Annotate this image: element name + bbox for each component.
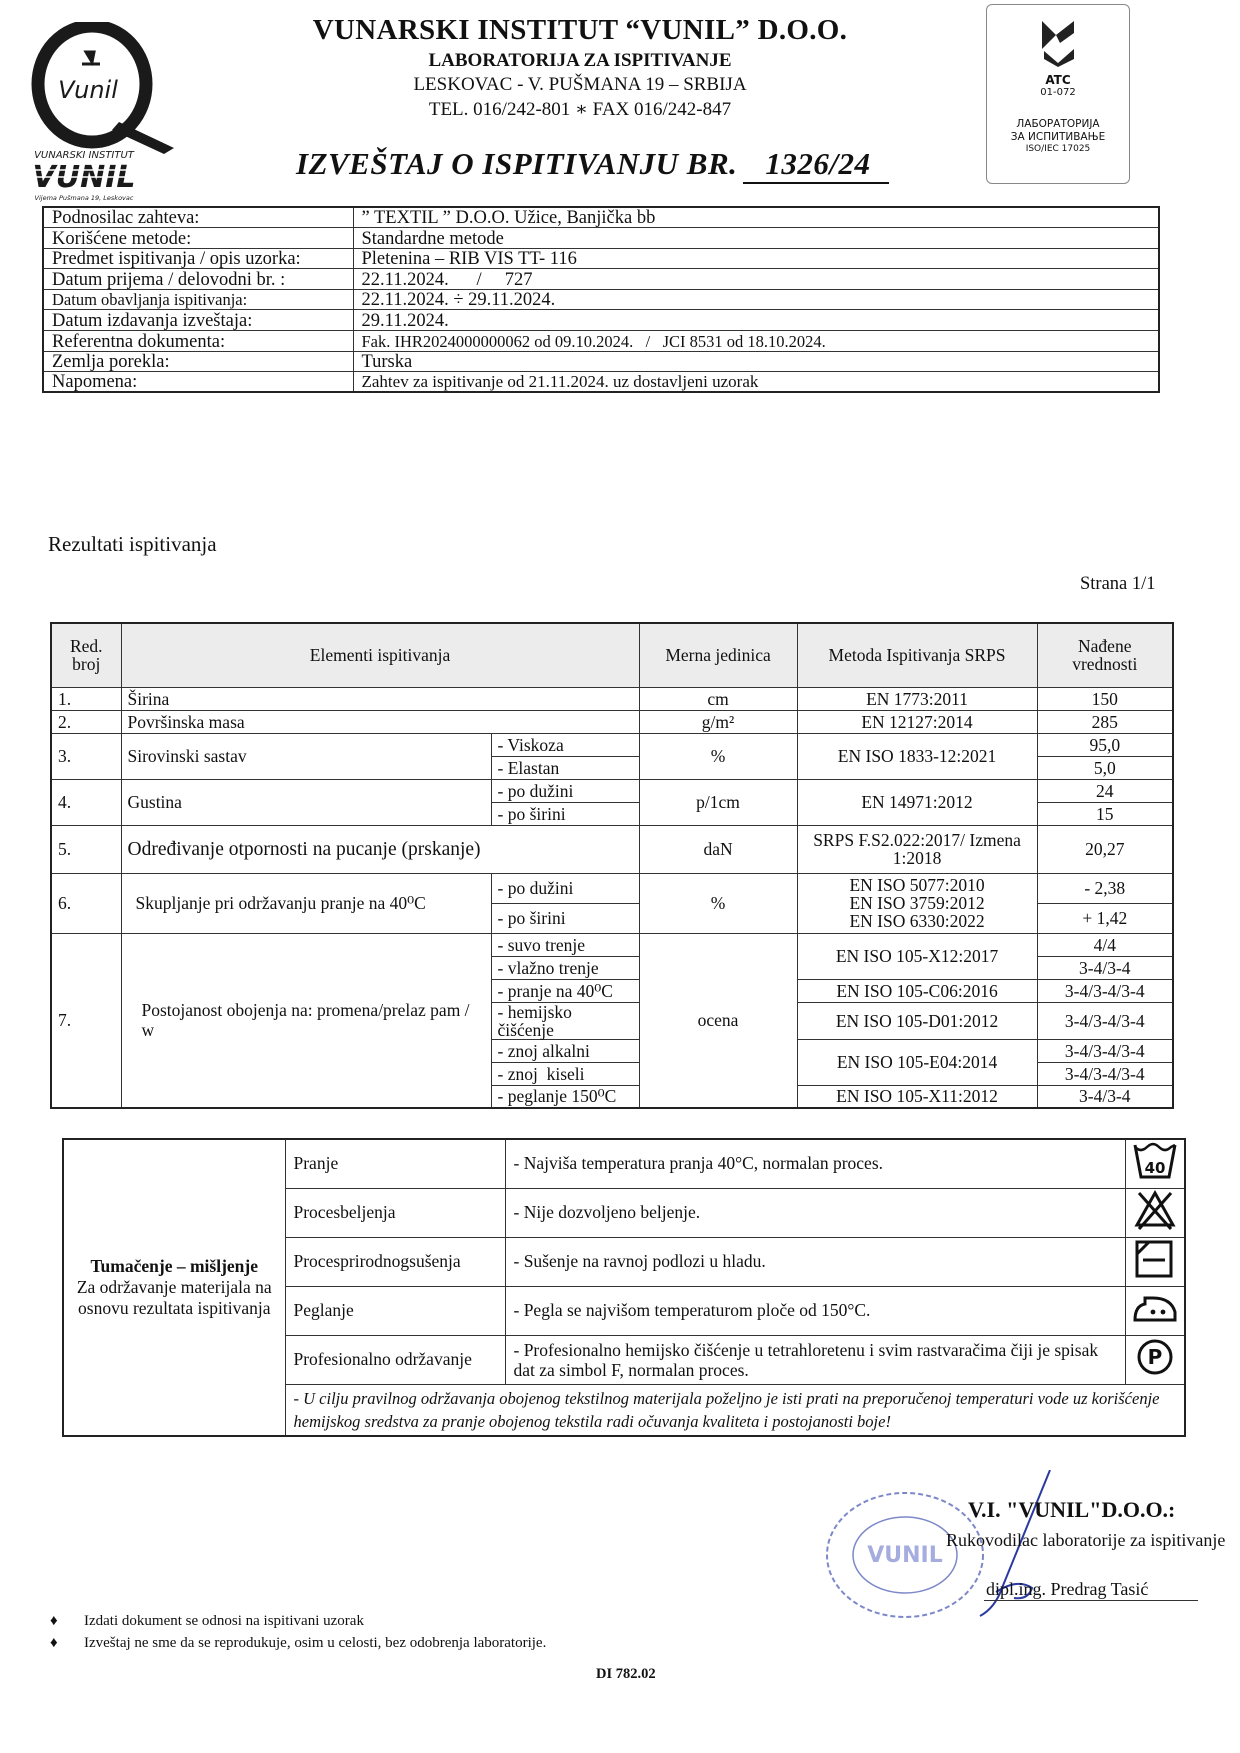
- atc-line2: ЗА ИСПИТИВАЊЕ: [1010, 131, 1106, 143]
- svg-text:Vijema Pušmana 19, Leskovac: Vijema Pušmana 19, Leskovac: [34, 194, 134, 202]
- dry-clean-letter: P: [1147, 1345, 1163, 1369]
- row-value: 15: [1037, 802, 1173, 825]
- iron-medium-icon: [1125, 1286, 1185, 1335]
- row-value: 285: [1037, 710, 1173, 733]
- atc-logo-icon: [1038, 19, 1078, 67]
- institute-logo: [24, 22, 174, 202]
- row-value: 150: [1037, 687, 1173, 710]
- col-header-method: Metoda Ispitivanja SRPS: [797, 623, 1037, 687]
- signature-name: dipl.ing. Predrag Tasić: [986, 1579, 1149, 1599]
- info-label: Referentna dokumenta:: [43, 331, 353, 352]
- row-element: Sirovinski sastav: [121, 733, 491, 779]
- row-subelement: - Viskoza: [491, 733, 639, 756]
- row-no: 7.: [51, 933, 121, 1108]
- bullet-icon: ♦: [50, 1635, 58, 1651]
- table-row: [51, 710, 1173, 733]
- signature-company: V.I. "VUNIL"D.O.O.:: [968, 1497, 1176, 1522]
- row-method: EN ISO 105-D01:2012: [797, 1002, 1037, 1039]
- institute-phones: TEL. 016/242-801 ∗ FAX 016/242-847: [428, 99, 732, 120]
- row-value: 5,0: [1037, 756, 1173, 779]
- footer-notes: [50, 1610, 546, 1654]
- row-no: 3.: [51, 733, 121, 779]
- row-method: EN ISO 105-C06:2016: [797, 979, 1037, 1002]
- row-unit: %: [639, 873, 797, 933]
- footer-note-text: Izdati dokument se odnosi na ispitivani uzorak: [84, 1613, 364, 1629]
- institute-address: LESKOVAC - V. PUŠMANA 19 – SRBIJA: [413, 74, 747, 95]
- footer-note-text: Izveštaj ne sme da se reprodukuje, osim u celosti, bez odobrenja laboratorije.: [84, 1635, 547, 1651]
- lab-name: LABORATORIJA ZA ISPITIVANJE: [428, 50, 732, 71]
- care-note: - U cilju pravilnog održavanja obojenog tekstilnog materijala poželjno je isti prati na preporučenoj temperaturi vode uz korišćenje hemijskog sredstva za pranje obojenog tekstila radi očuvanja kvaliteta i postojanosti boje!: [285, 1384, 1185, 1436]
- row-subelement: - znoj kiseli: [491, 1062, 639, 1085]
- info-value: Turska: [353, 351, 1159, 372]
- row-element: Širina: [121, 687, 639, 710]
- svg-text:VUNIL: VUNIL: [32, 160, 136, 195]
- row-subelement: - vlažno trenje: [491, 956, 639, 979]
- row-unit: ocena: [639, 933, 797, 1108]
- accreditation-badge: [986, 4, 1130, 184]
- care-label: Pranje: [285, 1139, 505, 1188]
- row-value: + 1,42: [1037, 903, 1173, 933]
- atc-iso: ISO/IEC 17025: [1025, 144, 1091, 154]
- svg-text:Vunil: Vunil: [58, 76, 118, 104]
- row-element: Površinska masa: [121, 710, 639, 733]
- institute-name: VUNARSKI INSTITUT “VUNIL” D.O.O.: [312, 14, 848, 46]
- row-unit: p/1cm: [639, 779, 797, 825]
- row-no: 4.: [51, 779, 121, 825]
- report-number: 1326/24: [743, 146, 888, 184]
- col-header-no: Red. broj: [51, 623, 121, 687]
- care-text: - Profesionalno hemijsko čišćenje u tetrahloretenu i svim rastvaračima čiji je spisak dat za simbol F, normalan proces.: [505, 1335, 1125, 1384]
- results-heading: Rezultati ispitivanja: [48, 532, 217, 556]
- row-subelement: - po dužini: [491, 779, 639, 802]
- info-label: Datum izdavanja izveštaja:: [43, 310, 353, 331]
- care-text: - Najviša temperatura pranja 40°C, normalan proces.: [505, 1139, 1125, 1188]
- care-left-text: Za održavanje materijala na osnovu rezultata ispitivanja: [76, 1276, 272, 1318]
- row-element: Skupljanje pri održavanju pranje na 40⁰C: [121, 873, 491, 933]
- col-header-element: Elementi ispitivanja: [121, 623, 639, 687]
- row-subelement: - hemijsko čišćenje: [491, 1002, 639, 1039]
- row-method: EN ISO 105-X12:2017: [797, 933, 1037, 979]
- footer-note: [50, 1610, 546, 1632]
- report-title: [296, 146, 889, 184]
- method-line: EN ISO 3759:2012: [849, 893, 985, 913]
- info-value: ” TEXTIL ” D.O.O. Užice, Banjička bb: [353, 207, 1159, 228]
- atc-label: ATC: [1045, 73, 1071, 87]
- results-table: [50, 622, 1174, 1109]
- wash-temp-label: 40: [1144, 1159, 1166, 1178]
- row-subelement: - pranje na 40⁰C: [491, 979, 639, 1002]
- row-no: 1.: [51, 687, 121, 710]
- row-unit: cm: [639, 687, 797, 710]
- info-label: Predmet ispitivanja / opis uzorka:: [43, 248, 353, 269]
- info-row: [43, 372, 1159, 393]
- method-line: EN ISO 6330:2022: [849, 911, 985, 931]
- care-label: Procesbeljenja: [285, 1188, 505, 1237]
- table-row: [51, 687, 1173, 710]
- method-line: EN ISO 5077:2010: [849, 875, 985, 895]
- col-header-unit: Merna jedinica: [639, 623, 797, 687]
- row-unit: %: [639, 733, 797, 779]
- row-element: Postojanost obojenja na: promena/prelaz pam / w: [121, 933, 491, 1108]
- care-text: - Sušenje na ravnoj podlozi u hladu.: [505, 1237, 1125, 1286]
- row-value: 3-4/3-4/3-4: [1037, 1002, 1173, 1039]
- info-label: Korišćene metode:: [43, 228, 353, 249]
- row-value: 3-4/3-4/3-4: [1037, 979, 1173, 1002]
- row-value: 20,27: [1037, 825, 1173, 873]
- info-label: Zemlja porekla:: [43, 351, 353, 372]
- row-value: 3-4/3-4: [1037, 956, 1173, 979]
- row-method: EN ISO 105-X11:2012: [797, 1085, 1037, 1108]
- row-method: EN 1773:2011: [797, 687, 1037, 710]
- row-subelement: - suvo trenje: [491, 933, 639, 956]
- no-bleach-icon: [1125, 1188, 1185, 1237]
- row-subelement: - znoj alkalni: [491, 1039, 639, 1062]
- row-subelement: - Elastan: [491, 756, 639, 779]
- page-label: Strana 1/1: [1080, 574, 1156, 594]
- signature-underline: [984, 1600, 1198, 1601]
- results-header-row: [51, 623, 1173, 687]
- row-method: EN 12127:2014: [797, 710, 1037, 733]
- info-value: Standardne metode: [353, 228, 1159, 249]
- row-method: EN ISO 1833-12:2021: [797, 733, 1037, 779]
- care-left-block: [63, 1139, 285, 1436]
- info-row: [43, 310, 1159, 331]
- care-label: Profesionalno održavanje: [285, 1335, 505, 1384]
- row-unit: g/m²: [639, 710, 797, 733]
- row-no: 2.: [51, 710, 121, 733]
- info-value: 29.11.2024.: [353, 310, 1159, 331]
- row-method: SRPS F.S2.022:2017/ Izmena 1:2018: [797, 825, 1037, 873]
- info-value: 22.11.2024. / 727: [353, 269, 1159, 290]
- info-row: [43, 207, 1159, 228]
- info-label: Napomena:: [43, 372, 353, 393]
- info-row: [43, 248, 1159, 269]
- row-no: 6.: [51, 873, 121, 933]
- info-row: [43, 351, 1159, 372]
- info-value: Fak. IHR2024000000062 od 09.10.2024. / JCI 8531 od 18.10.2024.: [353, 331, 1159, 352]
- col-header-value: Nađene vrednosti: [1037, 623, 1173, 687]
- info-value: Pletenina – RIB VIS TT- 116: [353, 248, 1159, 269]
- svg-text:VUNARSKI INSTITUT: VUNARSKI INSTITUT: [34, 150, 134, 161]
- table-row: [51, 825, 1173, 873]
- info-label: Podnosilac zahteva:: [43, 207, 353, 228]
- row-element: Gustina: [121, 779, 491, 825]
- care-row: [63, 1139, 1185, 1188]
- report-info-table: [42, 206, 1160, 393]
- care-text: - Pegla se najvišom temperaturom ploče od 150°C.: [505, 1286, 1125, 1335]
- care-label: Peglanje: [285, 1286, 505, 1335]
- row-value: - 2,38: [1037, 873, 1173, 903]
- document-code: DI 782.02: [596, 1666, 656, 1682]
- dry-clean-p-icon: [1125, 1335, 1185, 1384]
- row-method: EN 14971:2012: [797, 779, 1037, 825]
- table-row: [51, 733, 1173, 756]
- info-row: [43, 269, 1159, 290]
- row-value: 3-4/3-4/3-4: [1037, 1062, 1173, 1085]
- signature-role: Rukovodilac laboratorije za ispitivanje: [946, 1530, 1226, 1550]
- row-element: Određivanje otpornosti na pucanje (prskanje): [121, 825, 639, 873]
- info-value: 22.11.2024. ÷ 29.11.2024.: [353, 289, 1159, 310]
- footer-note: [50, 1632, 546, 1654]
- table-row: [51, 779, 1173, 802]
- row-unit: daN: [639, 825, 797, 873]
- atc-number: 01-072: [1040, 87, 1076, 98]
- row-subelement: - po širini: [491, 903, 639, 933]
- row-value: 95,0: [1037, 733, 1173, 756]
- info-label: Datum obavljanja ispitivanja:: [43, 289, 353, 310]
- row-method: [797, 873, 1037, 933]
- care-instructions-table: [62, 1138, 1186, 1437]
- svg-text:VUNIL: VUNIL: [867, 1543, 943, 1568]
- row-no: 5.: [51, 825, 121, 873]
- info-row: [43, 289, 1159, 310]
- care-label: Procesprirodnogsušenja: [285, 1237, 505, 1286]
- info-value: Zahtev za ispitivanje od 21.11.2024. uz dostavljeni uzorak: [353, 372, 1159, 393]
- wash-40-icon: [1125, 1139, 1185, 1188]
- row-value: 3-4/3-4/3-4: [1037, 1039, 1173, 1062]
- care-left-title: Tumačenje – mišljenje: [90, 1255, 259, 1276]
- report-title-text: IZVEŠTAJ O ISPITIVANJU BR.: [296, 146, 738, 181]
- row-method: EN ISO 105-E04:2014: [797, 1039, 1037, 1085]
- row-subelement: - peglanje 150⁰C: [491, 1085, 639, 1108]
- row-subelement: - po širini: [491, 802, 639, 825]
- row-value: 24: [1037, 779, 1173, 802]
- table-row: [51, 873, 1173, 903]
- row-subelement: - po dužini: [491, 873, 639, 903]
- dry-flat-shade-icon: [1125, 1237, 1185, 1286]
- info-row: [43, 331, 1159, 352]
- info-label: Datum prijema / delovodni br. :: [43, 269, 353, 290]
- row-value: 4/4: [1037, 933, 1173, 956]
- table-row: [51, 933, 1173, 956]
- row-value: 3-4/3-4: [1037, 1085, 1173, 1108]
- bullet-icon: ♦: [50, 1613, 58, 1629]
- atc-line1: ЛАБОРАТОРИЈА: [1016, 118, 1100, 130]
- info-row: [43, 228, 1159, 249]
- care-text: - Nije dozvoljeno beljenje.: [505, 1188, 1125, 1237]
